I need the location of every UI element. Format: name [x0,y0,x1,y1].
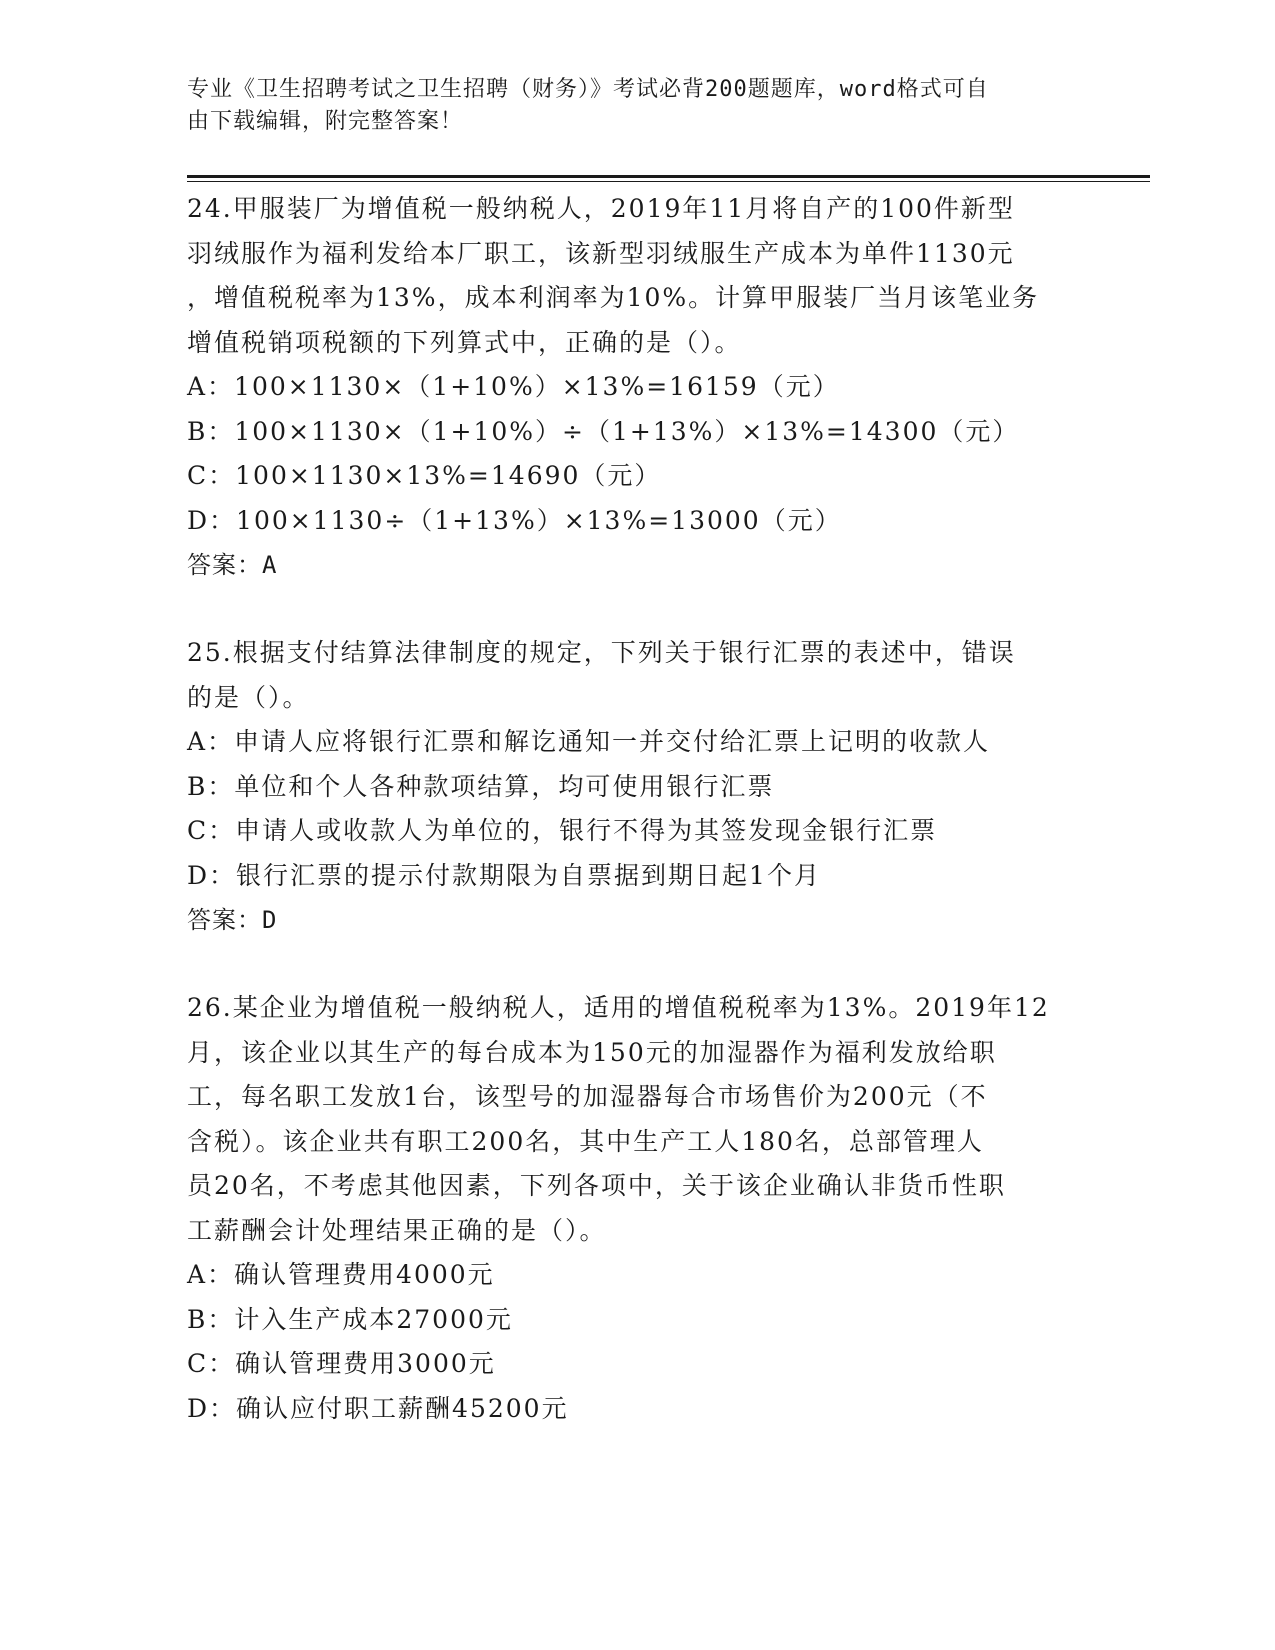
question-stem-line: 羽绒服作为福利发给本厂职工，该新型羽绒服生产成本为单件1130元 [187,238,1015,268]
answer-line: 答案：A [187,551,278,579]
option-a: A：申请人应将银行汇票和解讫通知一并交付给汇票上记明的收款人 [187,727,991,756]
question-stem-line: ，增值税税率为13%，成本利润率为10%。计算甲服装厂当月该笔业务 [187,283,1040,312]
option-a: A：确认管理费用4000元 [187,1260,495,1289]
question-stem-line: 员20名，不考虑其他因素，下列各项中，关于该企业确认非货币性职 [187,1171,1006,1200]
header-line-2: 由下载编辑，附完整答案！ [187,109,464,134]
question-stem-line: 25.根据支付结算法律制度的规定，下列关于银行汇票的表述中，错误 [187,638,1016,667]
option-a: A：100×1130×（1+10%）×13%=16159（元） [187,372,840,401]
option-c: C：申请人或收款人为单位的，银行不得为其签发现金银行汇票 [187,816,938,845]
header-rule-thick [187,175,1150,178]
option-c: C：100×1130×13%=14690（元） [187,461,662,490]
question-25 [187,631,1087,942]
answer-line: 答案：D [187,906,278,934]
question-stem-line: 增值税销项税额的下列算式中，正确的是（）。 [187,327,742,357]
question-stem-line: 的是（）。 [187,682,310,712]
option-c: C：确认管理费用3000元 [187,1349,496,1378]
header-rule-thin [187,181,1150,182]
option-b: B：100×1130×（1+10%）÷（1+13%）×13%=14300（元） [187,416,1020,446]
question-stem-line: 24.甲服装厂为增值税一般纳税人，2019年11月将自产的100件新型 [187,194,1015,223]
question-26 [187,986,1087,1431]
document-header [187,74,1067,138]
question-spacer [187,942,1087,986]
question-stem-line: 工薪酬会计处理结果正确的是（）。 [187,1215,607,1245]
option-d: D：100×1130÷（1+13%）×13%=13000（元） [187,505,842,535]
option-b: B：计入生产成本27000元 [187,1304,513,1334]
question-24 [187,187,1087,587]
header-line-1: 专业《卫生招聘考试之卫生招聘（财务）》考试必背200题题库，word格式可自 [187,77,989,102]
question-stem-line: 工，每名职工发放1台，该型号的加湿器每合市场售价为200元（不 [187,1082,988,1111]
option-b: B：单位和个人各种款项结算，均可使用银行汇票 [187,771,775,801]
option-d: D：银行汇票的提示付款期限为自票据到期日起1个月 [187,860,821,890]
question-stem-line: 含税）。该企业共有职工200名，其中生产工人180名，总部管理人 [187,1126,984,1156]
question-stem-line: 26.某企业为增值税一般纳税人，适用的增值税税率为13%。2019年12 [187,993,1050,1022]
question-spacer [187,587,1087,631]
option-d: D：确认应付职工薪酬45200元 [187,1393,569,1423]
question-stem-line: 月，该企业以其生产的每台成本为150元的加湿器作为福利发放给职 [187,1037,997,1067]
question-list [187,187,1087,1431]
